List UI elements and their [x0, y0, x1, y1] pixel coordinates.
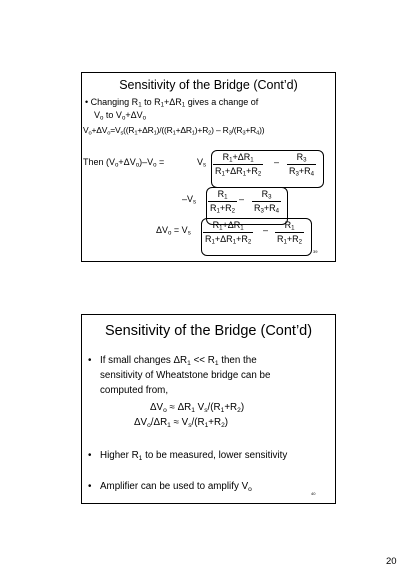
bullet-dot: • — [88, 450, 92, 461]
equation-1-fraction-a: $\frac{R_1+\Delta R_1}{R_1+\Delta R_1+R_2}$ — [215, 152, 262, 178]
slide-40 — [81, 314, 336, 504]
equation-2-fraction-b: $\frac{R_3}{R_3+R_4}$ — [254, 189, 280, 215]
bullet-dot: • — [88, 481, 92, 492]
bullet-text-continued: $V_o$ to $V_o+\Delta V_o$ — [94, 110, 147, 122]
equation-1-fraction-b: $\frac{R_3}{R_3+R_4}$ — [289, 152, 315, 178]
equation-2-fraction-a: $\frac{R_1}{R_1+R_2}$ — [210, 189, 236, 215]
bullet-1-line-2: sensitivity of Wheatstone bridge can be — [100, 370, 271, 381]
slide-39 — [81, 72, 336, 262]
bullet-1-line-1: If small changes $\Delta R_1 << R_1$ then the — [100, 355, 257, 367]
sensitivity-formula-1: $\Delta V_o \approx \Delta R_1$ $V_s/(R_1+R_2)$ — [150, 402, 245, 414]
sensitivity-formula-2: $\Delta V_o/\Delta R_1 \approx V_s/(R_1+R_2)$ — [134, 417, 229, 429]
slide-title: Sensitivity of the Bridge (Cont’d) — [104, 323, 313, 339]
bullet-2: Higher $R_1$ to be measured, lower sensitivity — [100, 450, 288, 462]
bullet-dot: • — [88, 355, 92, 366]
equation-1-lhs: Then $(V_o+\Delta V_o)-V_o$ = — [83, 157, 165, 169]
equation-1-vs: $V_s$ — [197, 157, 207, 169]
equation-3-lhs: $\Delta V_o = V_s$ — [156, 225, 191, 237]
equation-1-minus: – — [274, 157, 280, 167]
equation-3-fraction-b: $\frac{R_1}{R_1+R_2}$ — [277, 220, 303, 246]
slide-title: Sensitivity of the Bridge (Cont’d) — [119, 78, 298, 92]
voltage-equation: $V_o+\Delta V_o=V_s((R_1+\Delta R_1)/((R_1+\Delta R_1)+R_2) - R_3/(R_3+R_4))$ — [83, 125, 265, 137]
bullet-3: Amplifier can be used to amplify $V_o$ — [100, 481, 252, 493]
page-number: 20 — [386, 556, 397, 567]
equation-2-lhs: $-V_s$ — [182, 194, 197, 206]
slide-page-number: 39 — [313, 249, 318, 254]
slide-page-number: 40 — [311, 491, 316, 496]
equation-2-minus: – — [239, 194, 245, 204]
equation-3-fraction-a: $\frac{R_1+\Delta R_1}{R_1+\Delta R_1+R_2}$ — [205, 220, 252, 246]
equation-3-minus: – — [263, 225, 269, 235]
bullet-text: • Changing $R_1$ to $R_1+\Delta R_1$ gives a change of — [85, 97, 259, 109]
bullet-1-line-3: computed from, — [100, 385, 169, 396]
